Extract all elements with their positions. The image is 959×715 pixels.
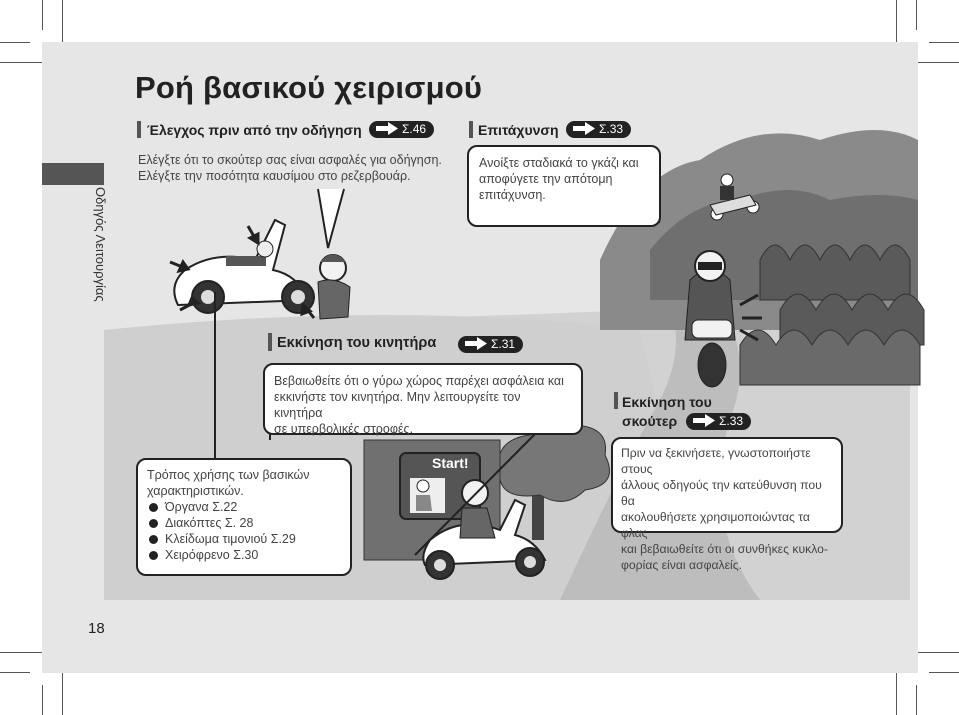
scooter-start-ref-text: Σ.33 [719, 414, 744, 428]
acceleration-page-ref[interactable] [566, 121, 631, 138]
scooter-start-line: Πριν να ξεκινήσετε, γνωστοποιήστε στους [621, 446, 811, 476]
check-ref-text: Σ.46 [402, 122, 427, 136]
arrow-right-icon [692, 414, 716, 427]
check-line: Ελέγξτε ότι το σκούτερ σας είναι ασφαλές για οδήγηση. [138, 153, 442, 167]
acceleration-bubble [467, 145, 661, 227]
engine-start-line: εκκινήστε τον κινητήρα. Μην λειτουργείτε τον κινητήρα [274, 390, 521, 420]
engine-start-heading: Εκκίνηση του κινητήρα [277, 335, 437, 351]
engine-start-line: σε υπερβολικές στροφές. [274, 422, 414, 436]
engine-start-bubble [263, 363, 583, 435]
inspecting-person [318, 255, 350, 320]
page-title: Ροή βασικού χειρισμού [135, 70, 483, 105]
scooter-start-line: ακολουθήσετε χρησιμοποιώντας τα φλας [621, 510, 810, 540]
start-sign-text: Start! [432, 455, 469, 471]
side-tab-marker [42, 163, 104, 185]
section-bar [614, 392, 618, 409]
scooter-start-line: φορίας είναι ασφαλείς. [621, 558, 743, 572]
scooter-start-line: άλλους οδηγούς την κατεύθυνση που θα [621, 478, 822, 508]
features-bubble [136, 458, 352, 576]
features-item: Διακόπτες Σ. 28 [147, 515, 341, 531]
scooter-start-page-ref[interactable] [686, 413, 751, 430]
features-list [147, 499, 341, 563]
scooter-start-heading-line1: Εκκίνηση του [622, 394, 712, 410]
check-page-ref[interactable] [369, 121, 434, 138]
engine-start-page-ref[interactable] [458, 336, 523, 353]
features-line: Τρόπος χρήσης των βασικών [147, 468, 310, 482]
section-bar [268, 333, 272, 351]
acceleration-ref-text: Σ.33 [599, 122, 624, 136]
acceleration-line: Ανοίξτε σταδιακά το γκάζι και [479, 156, 639, 170]
scooter-start-line: και βεβαιωθείτε ότι οι συνθήκες κυκλο- [621, 542, 828, 556]
acceleration-line: επιτάχυνση. [479, 188, 546, 202]
arrow-right-icon [375, 122, 399, 135]
scooter-start-heading-line2: σκούτερ [622, 413, 678, 429]
engine-start-line: Βεβαιωθείτε ότι ο γύρω χώρος παρέχει ασφάλεια και [274, 374, 564, 388]
features-item: Χειρόφρενο Σ.30 [147, 547, 341, 563]
side-tab-label: Οδηγός Λειτουργίας [93, 187, 108, 302]
acceleration-heading: Επιτάχυνση [478, 122, 559, 138]
check-text [138, 152, 468, 184]
section-bar [469, 121, 473, 138]
engine-start-ref-text: Σ.31 [491, 337, 516, 351]
features-item: Κλείδωμα τιμονιού Σ.29 [147, 531, 341, 547]
scooter-start-bubble [611, 437, 843, 572]
features-line: χαρακτηριστικών. [147, 484, 244, 498]
arrow-right-icon [572, 122, 596, 135]
check-heading: Έλεγχος πριν από την οδήγηση [147, 122, 362, 138]
section-bar [137, 121, 141, 138]
acceleration-line: αποφύγετε την απότομη [479, 172, 613, 186]
check-line: Ελέγξτε την ποσότητα καυσίμου στο ρεζερβουάρ. [138, 169, 411, 183]
page-number: 18 [88, 620, 105, 637]
arrow-right-icon [464, 337, 488, 350]
features-item: Όργανα Σ.22 [147, 499, 341, 515]
